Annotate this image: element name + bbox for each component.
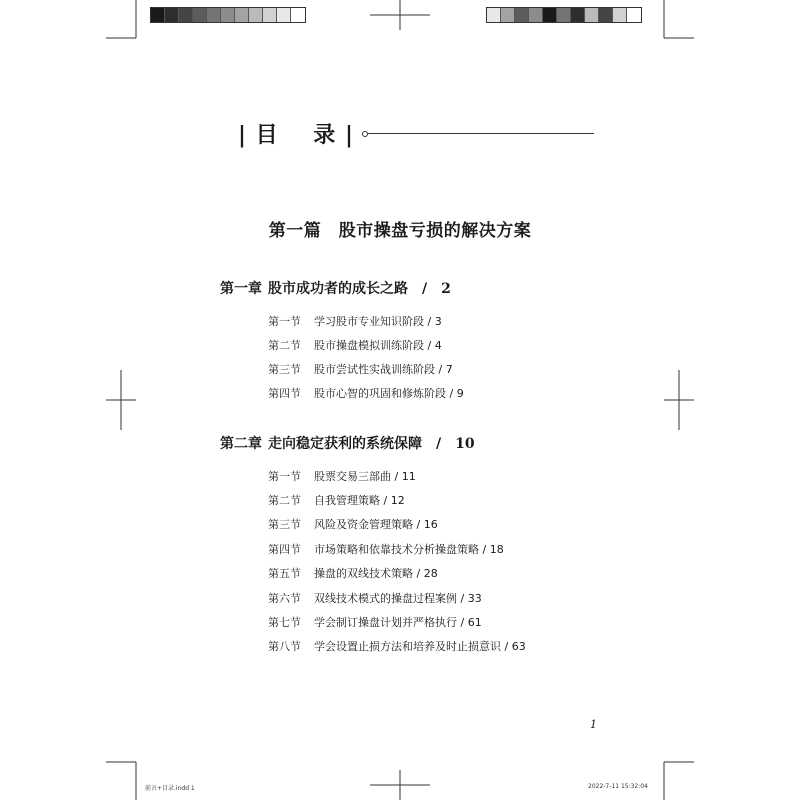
section-title: 市场策略和依靠技术分析操盘策略 / 18 — [314, 543, 504, 556]
chapter-title: 走向稳定获利的系统保障 / 10 — [268, 436, 475, 452]
calibration-swatch — [277, 8, 291, 22]
chapter-number: 第二章 — [220, 436, 262, 452]
calibration-swatch — [179, 8, 193, 22]
calibration-swatch — [235, 8, 249, 22]
calibration-swatch — [249, 8, 263, 22]
calibration-swatch — [151, 8, 165, 22]
toc-section-entry[interactable] — [268, 541, 504, 557]
section-number: 第八节 — [268, 640, 301, 653]
section-number: 第二节 — [268, 494, 301, 507]
section-title: 股市尝试性实战训练阶段 / 7 — [314, 363, 453, 376]
section-title: 风险及资金管理策略 / 16 — [314, 518, 438, 531]
print-slug-timestamp: 2022-7-11 15:32:04 — [588, 783, 648, 790]
heading-rule — [362, 131, 594, 137]
toc-section-entry[interactable] — [268, 492, 405, 508]
print-slug-filename: 前言+目录.indd 1 — [145, 785, 195, 792]
toc-section-entry[interactable] — [268, 361, 453, 377]
calibration-swatch — [487, 8, 501, 22]
part-title: 第一篇 股市操盘亏损的解决方案 — [268, 221, 532, 241]
calibration-swatch — [221, 8, 235, 22]
color-calibration-bar-right — [486, 7, 642, 23]
section-title: 股市操盘模拟训练阶段 / 4 — [314, 339, 442, 352]
section-number: 第一节 — [268, 315, 301, 328]
color-calibration-bar-left — [150, 7, 306, 23]
toc-section-entry[interactable] — [268, 638, 526, 654]
calibration-swatch — [291, 8, 305, 22]
page-number: 1 — [590, 718, 597, 731]
section-number: 第五节 — [268, 567, 301, 580]
calibration-swatch — [557, 8, 571, 22]
chapter-number: 第一章 — [220, 281, 262, 297]
toc-section-entry[interactable] — [268, 468, 416, 484]
calibration-swatch — [571, 8, 585, 22]
toc-section-entry[interactable] — [268, 590, 482, 606]
chapter-heading[interactable] — [220, 278, 451, 298]
calibration-swatch — [627, 8, 641, 22]
calibration-swatch — [207, 8, 221, 22]
toc-section-entry[interactable] — [268, 516, 438, 532]
toc-section-entry[interactable] — [268, 313, 442, 329]
calibration-swatch — [599, 8, 613, 22]
toc-heading-block — [238, 118, 594, 149]
section-number: 第一节 — [268, 470, 301, 483]
section-number: 第四节 — [268, 387, 301, 400]
chapter-heading[interactable] — [220, 433, 475, 453]
toc-section-entry[interactable] — [268, 565, 438, 581]
calibration-swatch — [515, 8, 529, 22]
toc-section-entry[interactable] — [268, 614, 482, 630]
section-title: 股市心智的巩固和修炼阶段 / 9 — [314, 387, 464, 400]
calibration-swatch — [585, 8, 599, 22]
calibration-swatch — [543, 8, 557, 22]
section-title: 学会设置止损方法和培养及时止损意识 / 63 — [314, 640, 526, 653]
section-number: 第三节 — [268, 363, 301, 376]
section-title: 操盘的双线技术策略 / 28 — [314, 567, 438, 580]
calibration-swatch — [529, 8, 543, 22]
heading-divider — [368, 133, 594, 134]
section-title: 学习股市专业知识阶段 / 3 — [314, 315, 442, 328]
section-title: 双线技术模式的操盘过程案例 / 33 — [314, 592, 482, 605]
section-title: 股票交易三部曲 / 11 — [314, 470, 416, 483]
section-title: 学会制订操盘计划并严格执行 / 61 — [314, 616, 482, 629]
calibration-swatch — [501, 8, 515, 22]
section-title: 自我管理策略 / 12 — [314, 494, 405, 507]
section-number: 第七节 — [268, 616, 301, 629]
section-number: 第二节 — [268, 339, 301, 352]
toc-heading: | 目 录 | — [238, 122, 354, 148]
section-number: 第六节 — [268, 592, 301, 605]
calibration-swatch — [613, 8, 627, 22]
calibration-swatch — [263, 8, 277, 22]
chapter-title: 股市成功者的成长之路 / 2 — [268, 281, 451, 297]
calibration-swatch — [165, 8, 179, 22]
toc-section-entry[interactable] — [268, 385, 464, 401]
toc-section-entry[interactable] — [268, 337, 442, 353]
section-number: 第四节 — [268, 543, 301, 556]
calibration-swatch — [193, 8, 207, 22]
section-number: 第三节 — [268, 518, 301, 531]
